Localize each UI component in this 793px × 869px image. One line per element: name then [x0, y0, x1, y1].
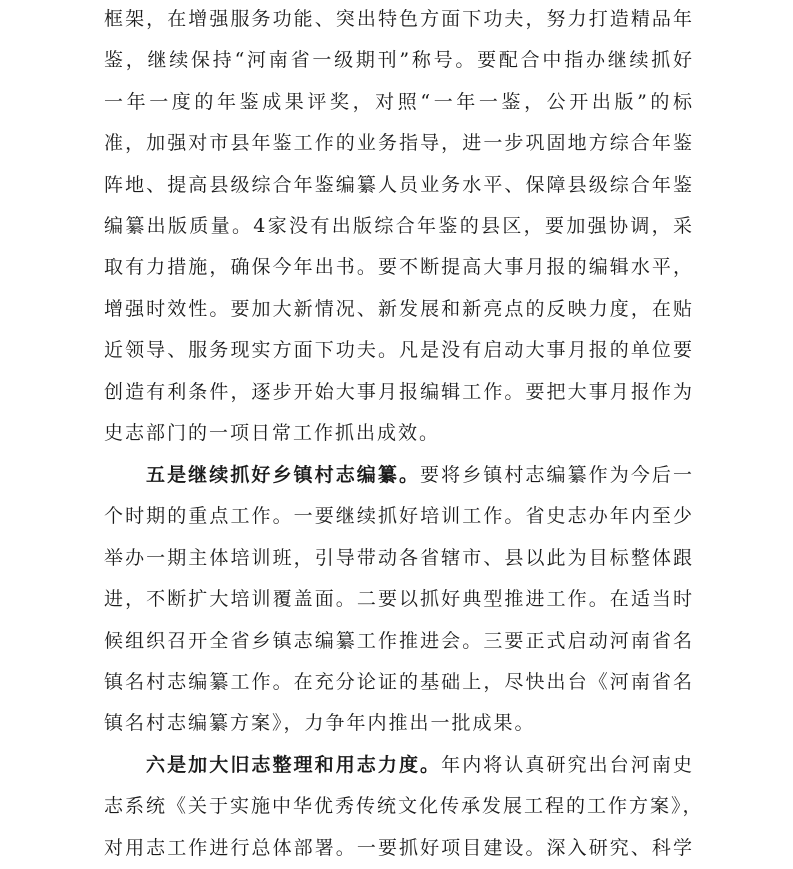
section-heading: 六是加大旧志整理和用志力度。	[146, 754, 442, 776]
text-line: 编纂出版质量。4家没有出版综合年鉴的县区，要加强协调，采	[104, 214, 694, 237]
heading-continuation: 要将乡镇村志编纂作为今后一	[420, 464, 694, 486]
paragraph-first-line	[104, 745, 694, 786]
text-line: 进，不断扩大培训覆盖面。二要以抓好典型推进工作。在适当时	[104, 588, 694, 611]
text-line: 框架，在增强服务功能、突出特色方面下功夫，努力打造精品年	[104, 8, 694, 30]
text-line: 个时期的重点工作。一要继续抓好培训工作。省史志办年内至少	[104, 505, 694, 528]
text-line: 鉴，继续保持“河南省一级期刊”称号。要配合中指办继续抓好	[104, 49, 694, 72]
text-line: 候组织召开全省乡镇志编纂工作推进会。三要正式启动河南省名	[104, 629, 694, 652]
text-line: 史志部门的一项日常工作抓出成效。	[104, 421, 441, 444]
text-line: 准，加强对市县年鉴工作的业务指导，进一步巩固地方综合年鉴	[104, 132, 694, 155]
section-heading: 五是继续抓好乡镇村志编纂。	[146, 464, 421, 486]
text-line: 镇名村志编纂方案》，力争年内推出一批成果。	[104, 712, 536, 735]
paragraph-yearbook	[104, 0, 694, 454]
text-line: 创造有利条件，逐步开始大事月报编辑工作。要把大事月报作为	[104, 380, 694, 403]
text-line: 举办一期主体培训班，引导带动各省辖市、县以此为目标整体跟	[104, 546, 694, 569]
text-line: 取有力措施，确保今年出书。要不断提高大事月报的编辑水平，	[104, 256, 694, 279]
paragraph-township-gazetteer	[104, 455, 694, 745]
text-line: 增强时效性。要加大新情况、新发展和新亮点的反映力度，在贴	[104, 297, 694, 320]
heading-continuation: 年内将认真研究出台河南史	[441, 754, 694, 776]
text-line: 阵地、提高县级综合年鉴编纂人员业务水平、保障县级综合年鉴	[104, 173, 694, 196]
paragraph-first-line	[104, 455, 694, 496]
text-line: 志系统《关于实施中华优秀传统文化传承发展工程的工作方案》，	[104, 795, 704, 818]
text-line: 一年一度的年鉴成果评奖，对照“一年一鉴，公开出版”的标	[104, 90, 694, 113]
paragraph-old-gazetteer	[104, 745, 704, 869]
text-line: 近领导、服务现实方面下功夫。凡是没有启动大事月报的单位要	[104, 339, 694, 362]
text-line: 镇名村志编纂工作。在充分论证的基础上，尽快出台《河南省名	[104, 670, 694, 693]
text-line: 对用志工作进行总体部署。一要抓好项目建设。深入研究、科学	[104, 836, 694, 859]
